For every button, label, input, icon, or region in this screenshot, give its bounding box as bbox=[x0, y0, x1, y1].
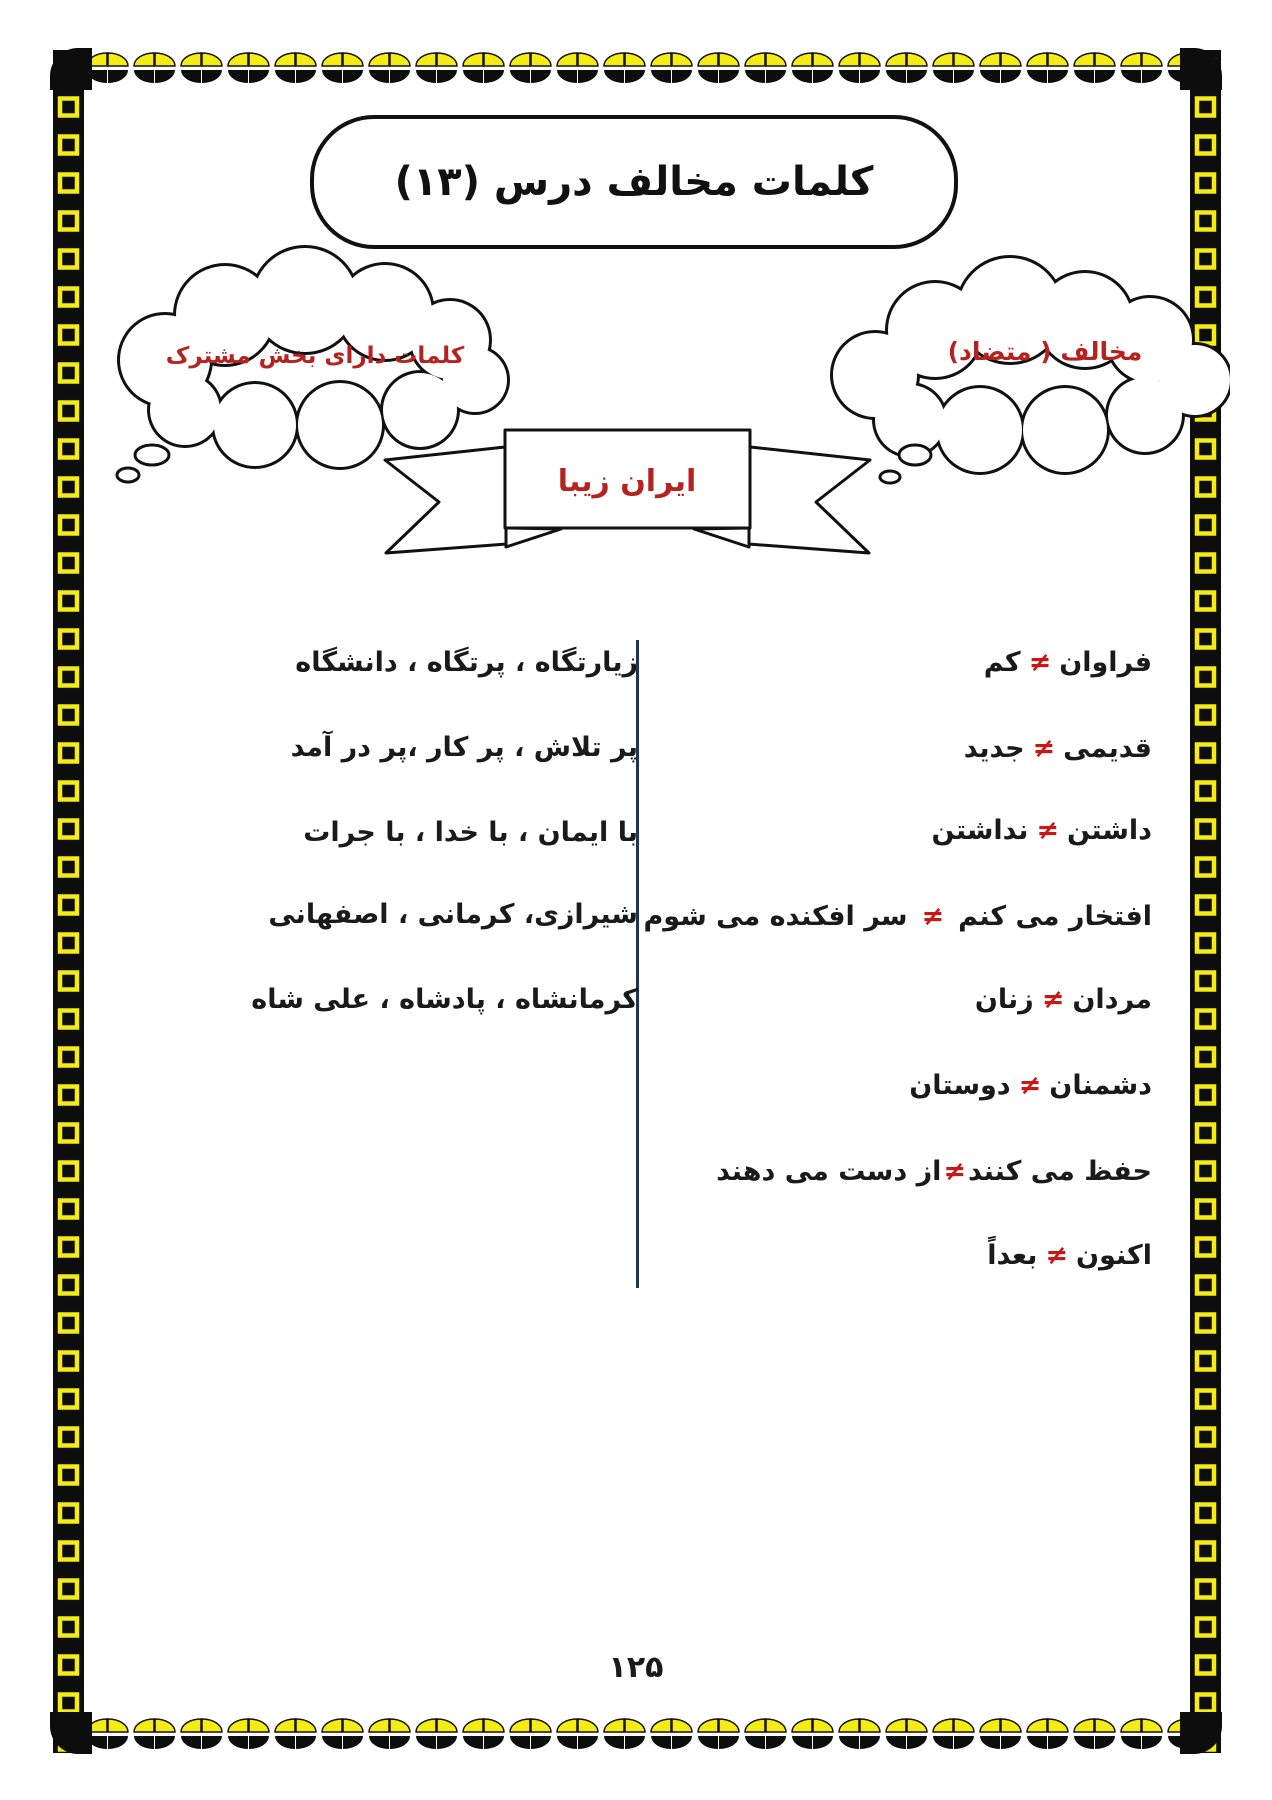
common-part-row: با ایمان ، با خدا ، با جرات bbox=[303, 817, 638, 848]
antonym-pair-row bbox=[909, 1064, 1152, 1108]
not-equal-symbol: ≠ bbox=[921, 901, 945, 932]
page-number: ۱۲۵ bbox=[608, 1650, 664, 1685]
iran-banner bbox=[365, 395, 885, 570]
common-part-row: زیارتگاه ، پرتگاه ، دانشگاه bbox=[295, 647, 638, 678]
pair-word: حفظ می کنند bbox=[968, 1156, 1152, 1187]
pair-opposite: کم bbox=[983, 647, 1021, 678]
pair-opposite: نداشتن bbox=[931, 815, 1029, 846]
not-equal-symbol: ≠ bbox=[1028, 647, 1052, 678]
cloud-tail-bubble bbox=[899, 445, 931, 465]
antonym-pair-row bbox=[644, 895, 1153, 939]
lesson-title: کلمات مخالف درس (۱۳) bbox=[394, 159, 874, 205]
cloud-tail-bubble bbox=[117, 468, 139, 482]
banner-right-tail bbox=[748, 447, 870, 553]
antonym-pair-row bbox=[932, 809, 1152, 853]
pair-opposite: جدید bbox=[963, 733, 1025, 764]
banner-left-tail bbox=[385, 447, 507, 553]
not-equal-symbol: ≠ bbox=[1032, 733, 1056, 764]
pair-word: اکنون bbox=[1076, 1240, 1152, 1271]
antonym-cloud-label: مخالف ( متضاد) bbox=[947, 337, 1143, 366]
antonym-pair-row bbox=[984, 641, 1152, 685]
cloud-tail-bubble bbox=[135, 445, 169, 465]
antonym-pair-row bbox=[716, 1150, 1152, 1194]
common-part-cloud-label: کلمات دارای بخش مشترک bbox=[165, 343, 465, 369]
common-part-row: کرمانشاه ، پادشاه ، علی شاه bbox=[251, 984, 638, 1015]
not-equal-symbol: ≠ bbox=[1045, 1240, 1069, 1271]
pair-word: فراوان bbox=[1059, 647, 1152, 678]
pair-opposite: زنان bbox=[974, 984, 1034, 1015]
not-equal-symbol: ≠ bbox=[1036, 815, 1060, 846]
pair-word: داشتن bbox=[1067, 815, 1152, 846]
not-equal-symbol: ≠ bbox=[1018, 1070, 1042, 1101]
pair-word: افتخار می کنم bbox=[958, 901, 1152, 932]
frame-left-border bbox=[53, 50, 84, 1753]
not-equal-symbol: ≠ bbox=[1041, 984, 1065, 1015]
pair-opposite: بعداً bbox=[987, 1240, 1038, 1271]
common-part-row: پر تلاش ، پر کار ،پر در آمد bbox=[290, 732, 638, 763]
pair-opposite: سر افکنده می شوم bbox=[643, 901, 908, 932]
antonym-pair-row bbox=[975, 978, 1152, 1022]
antonym-pair-row bbox=[987, 1234, 1152, 1278]
pair-word: مردان bbox=[1072, 984, 1152, 1015]
antonym-pair-row bbox=[964, 727, 1152, 771]
frame-top-border bbox=[84, 50, 1190, 84]
common-part-row: شیرازی، کرمانی ، اصفهانی bbox=[268, 899, 638, 930]
not-equal-symbol: ≠ bbox=[943, 1156, 967, 1187]
banner-label: ایران زیبا bbox=[557, 464, 697, 499]
pair-opposite: دوستان bbox=[909, 1070, 1011, 1101]
pair-word: قدیمی bbox=[1063, 733, 1152, 764]
frame-bottom-border bbox=[84, 1716, 1190, 1750]
pair-opposite: از دست می دهند bbox=[716, 1156, 942, 1187]
lesson-title-box bbox=[310, 115, 958, 249]
pair-word: دشمنان bbox=[1049, 1070, 1152, 1101]
